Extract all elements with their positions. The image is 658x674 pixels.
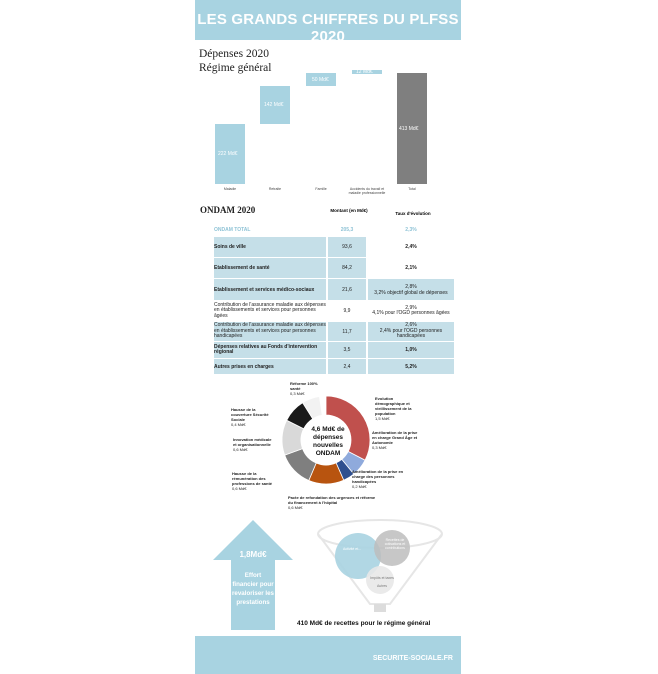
row-label: Etablissement de santé — [214, 258, 326, 278]
annotation-value: 1,5 Md€ — [375, 416, 390, 421]
row-label: Dépenses relatives au Fonds d'intervention régional — [214, 342, 326, 358]
annotation-value: 0,4 Md€ — [231, 422, 246, 427]
annotation-name: Innovation médicale et organisationnelle — [233, 437, 272, 447]
funnel-label-impots: Impôts et taxes — [370, 576, 394, 580]
row-rate: 1,0% — [368, 342, 454, 358]
bar-label-accidents: 12 Md€ — [356, 69, 373, 75]
expenses-title-line1: Dépenses 2020 — [199, 48, 269, 60]
ondam-total-rate: 2,3% — [405, 227, 417, 233]
expenses-title — [199, 47, 271, 75]
table-row — [214, 359, 454, 374]
annotation-handicap — [352, 469, 410, 489]
annotation-urgences — [288, 495, 376, 510]
bubble-impots — [366, 566, 394, 594]
annotation-name: Pacte de refondation des urgences et réforme du financement à l'hôpital — [288, 495, 376, 505]
funnel-spout — [374, 604, 386, 612]
row-rate: 2,4% — [405, 244, 417, 250]
category-famille: Famille — [315, 187, 327, 191]
annotation-remuneration — [232, 471, 280, 491]
row-amount: 21,6 — [328, 279, 366, 300]
bar-label-total: 413 Md€ — [399, 126, 419, 132]
annotation-value: 0,6 Md€ — [288, 505, 303, 510]
row-label: Autres prises en charges — [214, 359, 326, 374]
category-maladie: Maladie — [223, 187, 237, 191]
arrow-amount: 1,8Md€ — [239, 550, 267, 559]
bar-label-maladie: 222 Md€ — [218, 151, 238, 157]
header-banner — [195, 0, 461, 45]
row-label: Contribution de l'assurance maladie aux dépenses en établissements et services pour personnes handicapées — [214, 322, 326, 340]
table-row — [214, 301, 454, 321]
table-row — [214, 237, 454, 257]
ondam-total-row — [214, 225, 454, 235]
table-row — [214, 258, 454, 278]
table-row — [214, 342, 454, 358]
row-rate: 2,8% 3,2% objectif global de dépenses — [368, 279, 454, 300]
page-title: LES GRANDS CHIFFRES DU PLFSS 2020 — [197, 11, 459, 45]
row-rate: 2,9% 4,1% pour l'OGD personnes âgées — [372, 304, 450, 316]
row-amount: 9,9 — [343, 308, 351, 314]
annotation-value: 0,3 Md€ — [372, 445, 387, 450]
annotation-name: Hausse de la couverture Sécurité Sociale — [231, 407, 269, 422]
row-amount: 2,4 — [328, 359, 366, 374]
expenses-title-line2: Régime général — [199, 62, 272, 74]
annotation-reforme — [290, 381, 324, 396]
row-rate: 5,2% — [368, 359, 454, 374]
row-amount: 84,2 — [328, 258, 366, 278]
row-label: Soins de ville — [214, 237, 326, 257]
annotation-value: 0,6 Md€ — [232, 486, 247, 491]
annotation-name: Amélioration de la prise en charge Grand Âge et Autonomie — [372, 430, 418, 445]
table-row — [214, 279, 454, 300]
funnel-label-cotisations: Recettes de cotisations et contributions — [384, 538, 406, 550]
row-rate: 2,6% 2,4% pour l'OGD personnes handicapées — [368, 322, 454, 341]
annotation-value: 0,6 Md€ — [233, 447, 248, 452]
category-retraite: Retraite — [268, 187, 282, 191]
funnel-diagram — [314, 516, 446, 616]
row-rate: 2,1% — [405, 265, 417, 271]
footer-banner — [195, 636, 461, 674]
annotation-couverture — [231, 407, 271, 427]
row-amount: 3,5 — [328, 342, 366, 358]
bar-label-famille: 50 Md€ — [312, 77, 329, 83]
arrow-text: Effort financier pour revaloriser les prestations — [232, 572, 274, 606]
funnel-caption: 410 Md€ de recettes pour le régime général — [297, 620, 431, 627]
annotation-innovation — [233, 437, 275, 452]
footer-site-link[interactable]: SECURITE-SOCIALE.FR — [372, 655, 453, 662]
donut-center-label: 4,6 Md€ de dépenses nouvelles ONDAM — [311, 426, 345, 457]
column-header-rate: Taux d'évolution — [395, 211, 431, 216]
row-label: Contribution de l'assurance maladie aux dépenses en établissements et services pour personnes âgées — [214, 301, 326, 319]
row-label: Etablissement et services médico-sociaux — [214, 279, 326, 300]
row-amount: 11,7 — [328, 322, 366, 341]
annotation-value: 0,2 Md€ — [352, 484, 367, 489]
category-accidents: Accidents du travail et maladie professionnelle — [348, 187, 386, 195]
table-row — [214, 322, 454, 341]
ondam-title: ONDAM 2020 — [200, 205, 256, 215]
annotation-value: 0,3 Md€ — [290, 391, 305, 396]
annotation-name: Hausse de la rémunération des professions de santé — [232, 471, 273, 486]
ondam-total-label: ONDAM TOTAL — [214, 227, 251, 233]
funnel-label-activite: Activité et... — [343, 547, 362, 551]
annotation-demography — [375, 396, 419, 421]
funnel-label-autres: Autres — [376, 584, 388, 588]
bar-label-retraite: 142 Md€ — [264, 102, 284, 108]
annotation-grand-age — [372, 430, 418, 450]
category-total: Total — [408, 187, 416, 191]
annotation-name: Amélioration de la prise en charge des personnes handicapées — [352, 469, 404, 484]
annotation-name: Réforme 100% santé — [290, 381, 318, 391]
ondam-total-amount: 205,3 — [340, 227, 354, 233]
annotation-name: Evolution démographique et vieillissement de la population — [375, 396, 412, 416]
column-header-amount: Montant (en Md€) — [330, 208, 368, 213]
row-amount: 93,6 — [328, 237, 366, 257]
